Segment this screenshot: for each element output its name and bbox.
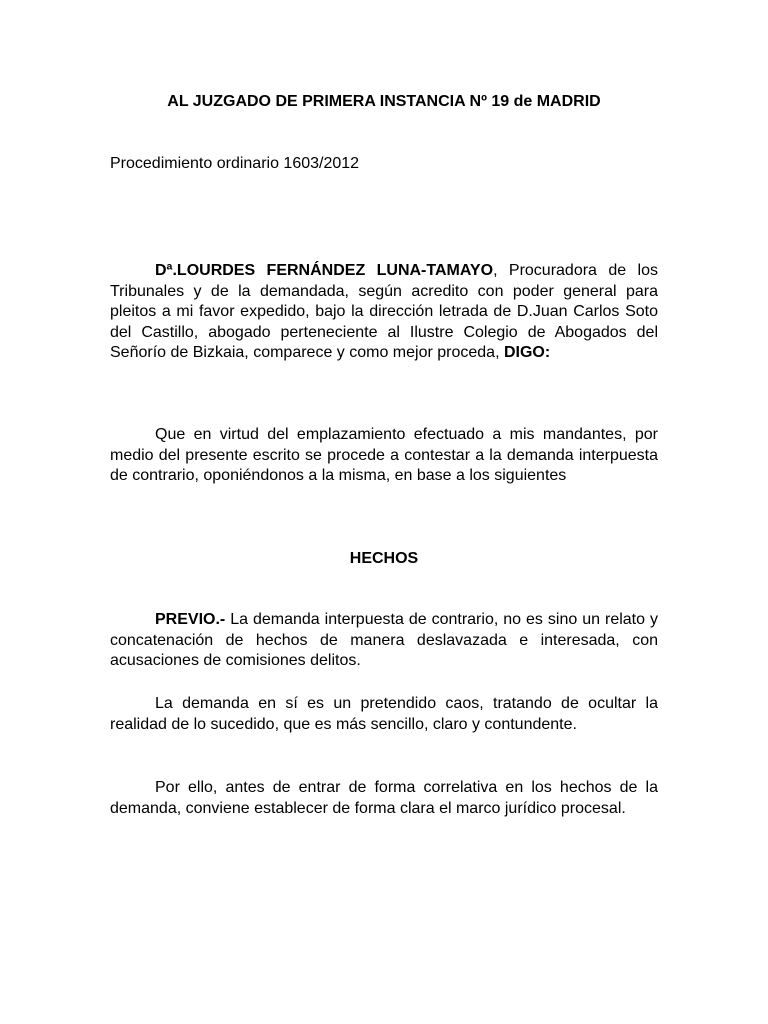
caos-paragraph: La demanda en sí es un pretendido caos, tratando de ocultar la realidad de lo sucedido, que es más sencillo, claro y contundente.	[110, 695, 658, 733]
document-page	[110, 0, 658, 1024]
procedure-number: Procedimiento ordinario 1603/2012	[110, 155, 360, 172]
digo-label: DIGO:	[503, 344, 551, 361]
section-title-hechos: HECHOS	[349, 550, 419, 567]
emplazamiento-paragraph: Que en virtud del emplazamiento efectuado a mis mandantes, por medio del presente escrito se procede a contestar a la demanda interpuesta de contrario, oponiéndonos a la misma, en base a los siguientes	[110, 426, 658, 484]
previo-text: La demanda interpuesta de contrario, no es sino un relato y concatenación de hechos de manera deslavazada e interesada, con acusaciones de comisiones delitos.	[110, 611, 658, 669]
court-header: AL JUZGADO DE PRIMERA INSTANCIA Nº 19 de MADRID	[167, 93, 601, 110]
procuradora-name: Dª.LOURDES FERNÁNDEZ LUNA-TAMAYO	[155, 262, 494, 279]
intro-paragraph	[110, 261, 658, 364]
previo-paragraph	[110, 610, 658, 672]
previo-label: PREVIO.-	[155, 611, 226, 628]
marco-juridico-paragraph: Por ello, antes de entrar de forma correlativa en los hechos de la demanda, conviene establecer de forma clara el marco jurídico procesal.	[110, 779, 658, 817]
intro-text: , Procuradora de los Tribunales y de la demandada, según acredito con poder general para pleitos a mi favor expedido, bajo la dirección letrada de D.Juan Carlos Soto del Castillo, abogado perteneciente al Ilustre Colegio de Abogados del Señorío de Bizkaia, comparece y como mejor proceda,	[110, 262, 659, 361]
